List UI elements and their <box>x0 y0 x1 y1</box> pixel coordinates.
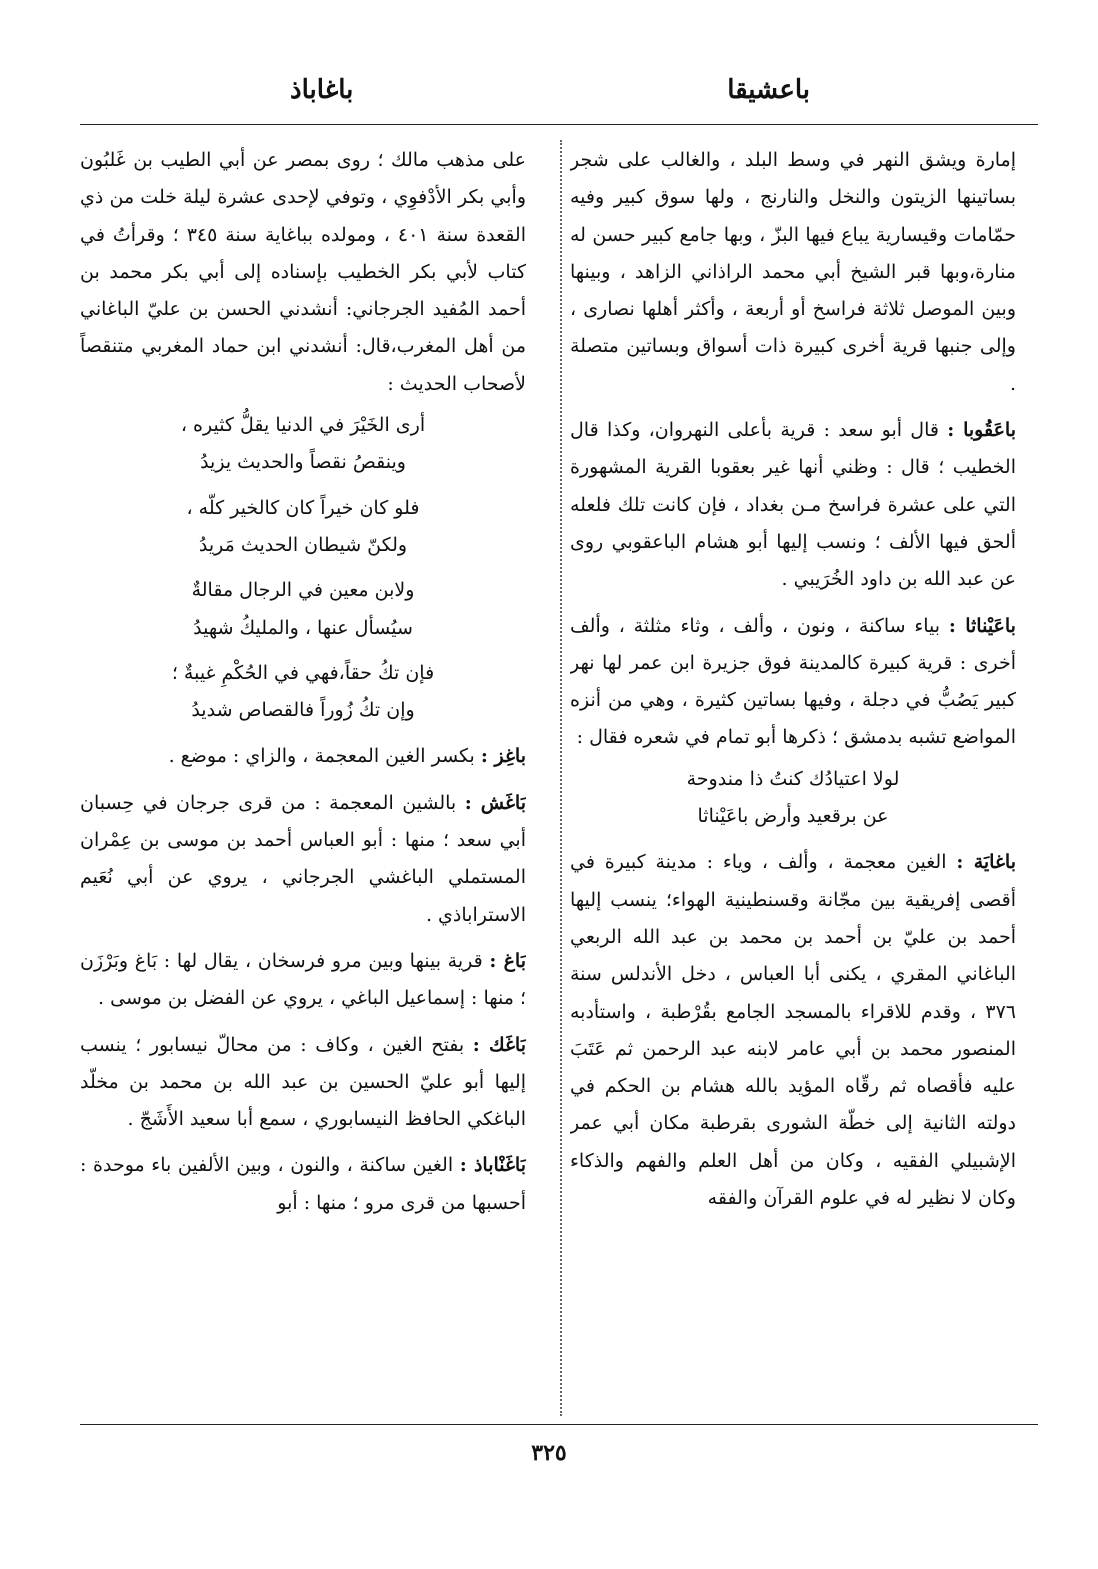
entry-text: بفتح الغين ، وكاف : من محالّ نيسابور ؛ ينسب إليها أبو عليّ الحسين بن عبد الله بن محمد بن مخلّد الباغكي الحافظ النيسابوري ، سمع أبا سعيد الأَشَجّ . <box>80 1033 526 1131</box>
entry-headword: باعَقُوبا : <box>947 419 1016 442</box>
entry-baghak <box>80 1027 526 1139</box>
verse-spacer <box>80 647 526 655</box>
entry-text: بالشين المعجمة : من قرى جرجان في حِسبان أبي سعد ؛ منها : أبو العباس أحمد بن موسى بن عِمْران المستملي الباغشي الجرجاني ، يروي عن أبي نُعَيم الاستراباذي . <box>80 791 526 926</box>
left-column <box>80 142 526 1414</box>
verse-spacer <box>80 564 526 572</box>
entry-headword: باعَيْناثا : <box>948 614 1016 637</box>
poem-line: أرى الخَيْرَ في الدنيا يقلُّ كثيره ، <box>180 414 426 437</box>
entry-baaqouba <box>570 412 1016 598</box>
poem-line: لولا اعتيادُك كنتُ ذا مندوحة <box>686 767 900 790</box>
paragraph-text: على مذهب مالك ؛ روى بمصر عن أبي الطيب بن غَلبُون وأبي بكر الأدْفوِي ، وتوفي لإحدى عشرة ليلة خلت من ذي القعدة سنة ٤٠١ ، ومولده بباغاية سنة ٣٤٥ ؛ وقرأتُ في كتاب لأبي بكر الخطيب بإسناده إلى أبي بكر محمد بن أحمد المُفيد الجرجاني: أنشدني الحسن بن عليّ الباغاني من أهل المغرب،قال: أنشدني ابن حماد المغربي متنقصاً لأصحاب الحديث : <box>80 149 526 395</box>
entry-baghaya <box>570 844 1016 1217</box>
continuation-paragraph <box>80 142 526 403</box>
entry-text: الغين ساكنة ، والنون ، وبين الألفين باء موحدة : أحسبها من قرى مرو ؛ منها : أبو <box>80 1154 526 1214</box>
entry-text: بياء ساكنة ، ونون ، وألف ، وثاء مثلثة ، وألف أخرى : قرية كبيرة كالمدينة فوق جزيرة ابن عمر لها نهر كبير يَصُبُّ في دجلة ، وفيها بساتين كثيرة ، وهي من أنزه المواضع تشبه بدمشق ؛ ذكرها أبو تمام في شعره فقال : <box>570 614 1016 749</box>
entry-headword: باغِز : <box>480 745 526 768</box>
poem-line: ولكنّ شيطان الحديث مَريدُ <box>198 533 408 556</box>
poem-line: وينقصُ نقصاً والحديث يزيدُ <box>200 451 406 474</box>
entry-headword: بَاغ : <box>489 949 526 972</box>
right-column <box>570 142 1016 1414</box>
verse-spacer <box>80 482 526 490</box>
poem-ibn-hammad <box>80 407 526 729</box>
entry-baaynatha <box>570 608 1016 757</box>
running-header-right: باعشيقا <box>727 75 810 105</box>
running-header-left: باغاباذ <box>290 75 354 105</box>
entry-baghanabadh <box>80 1147 526 1222</box>
entry-headword: بَاغَنْاباذ : <box>459 1154 526 1177</box>
poem-line: فلو كان خيراً كان كالخير كلّه ، <box>186 496 420 519</box>
poem-line: ولابن معين في الرجال مقالةٌ <box>191 579 415 602</box>
entry-text: قرية بينها وبين مرو فرسخان ، يقال لها : بَاغ وبَرْزَن ؛ منها : إسماعيل الباغي ، يروي عن الفضل بن موسى . <box>80 949 526 1010</box>
entry-baghash <box>80 785 526 934</box>
footer-rule <box>80 1424 1038 1425</box>
entry-headword: باغايَة : <box>956 851 1016 874</box>
continuation-paragraph <box>570 142 1016 403</box>
poem-line: فإن تكُ حقاً،فهي في الحُكْمِ غيبةٌ ؛ <box>171 661 435 684</box>
column-divider <box>560 140 562 1416</box>
entry-text: بكسر الغين المعجمة ، والزاي : موضع . <box>168 745 475 768</box>
header-rule <box>80 124 1038 125</box>
entry-baghiz <box>80 738 526 775</box>
poem-line: وإن تكُ زُوراً فالقصاص شديدُ <box>191 699 415 722</box>
entry-text: قال أبو سعد : قرية بأعلى النهروان، وكذا قال الخطيب ؛ قال : وظني أنها غير بعقوبا القرية المشهورة التي على عشرة فراسخ مـن بغداد ، فإن كانت تلك فلعله ألحق فيها الألف ؛ ونسب إليها أبو هشام الباعقوبي روى عن عبد الله بن داود الخُرَيبي . <box>570 419 1016 591</box>
entry-headword: بَاغَك : <box>472 1033 526 1056</box>
paragraph-text: إمارة ويشق النهر في وسط البلد ، والغالب على شجر بساتينها الزيتون والنخل والنارنج ، ولها سوق كبير وفيه حمّامات وقيسارية يباع فيها البزّ ، وبها جامع كبير حسن له منارة،وبها قبر الشيخ أبي محمد الراذاني الزاهد ، وبينها وبين الموصل ثلاثة فراسخ أو أربعة ، وأكثر أهلها نصارى ، وإلى جنبها قرية أخرى كبيرة ذات أسواق وبساتين متصلة . <box>570 149 1016 395</box>
poem-line: عن برقعيد وأرض باعَيْناثا <box>697 805 889 828</box>
poem-abu-tammam <box>570 761 1016 836</box>
poem-line: سيُسأل عنها ، والمليكُ شهيدُ <box>193 616 413 639</box>
entry-text: الغين معجمة ، وألف ، وياء : مدينة كبيرة في أقصى إفريقية بين مجّانة وقسنطينية الهواء؛ ينسب إليها أحمد بن عليّ بن أحمد بن محمد بن عبد الله الربعي الباغاني المقري ، يكنى أبا العباس ، دخل الأندلس سنة ٣٧٦ ، وقدم للاقراء بالمسجد الجامع بقُرْطبة ، واستأدبه المنصور محمد بن أبي عامر لابنه عبد الرحمن ثم عَتَبَ عليه فأقصاه ثم رقّاه المؤيد بالله هشام بن الحكم في دولته الثانية إلى خطّة الشورى بقرطبة مكان أبي عمر الإشبيلي الفقيه ، وكان من أهل العلم والفهم والذكاء وكان لا نظير له في علوم القرآن والفقه <box>570 851 1016 1210</box>
entry-bagh <box>80 943 526 1018</box>
page-number: ٣٢٥ <box>531 1440 567 1466</box>
entry-headword: بَاغَش : <box>464 791 526 814</box>
